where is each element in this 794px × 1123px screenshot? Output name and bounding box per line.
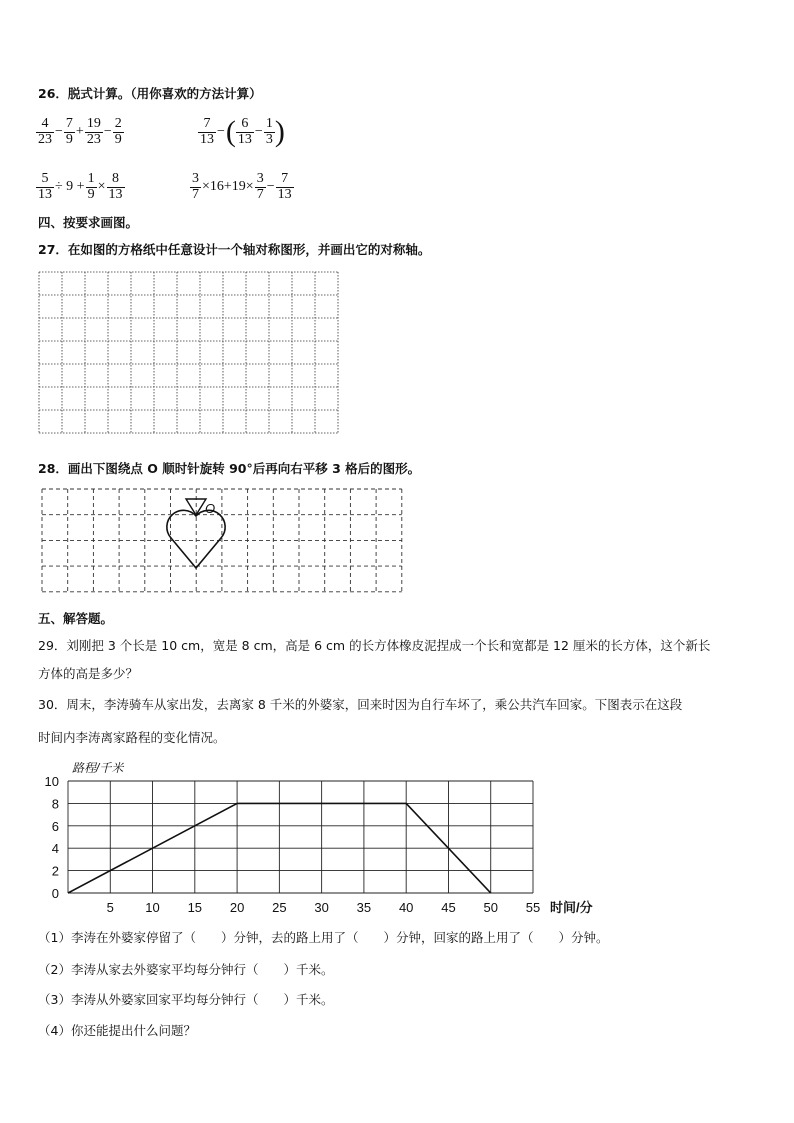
y-tick-label: 0 xyxy=(51,886,59,901)
x-tick-label: 40 xyxy=(398,900,414,915)
x-tick-label: 55 xyxy=(525,900,541,915)
fraction: $\frac{8}{13}$ xyxy=(108,171,123,202)
q30-sub-3: （3）李涛从外婆家回家平均每分钟行（ ）千米。 xyxy=(38,992,334,1007)
q26-expression-3: $\frac{5}{13}$ ÷ 9 + $\frac{1}{9}$ × $\frac{8}{13}$ xyxy=(38,171,123,202)
x-tick-label: 10 xyxy=(145,900,160,915)
q30-sub-2: （2）李涛从家去外婆家平均每分钟行（ ）千米。 xyxy=(38,962,334,977)
point-o-label: O xyxy=(205,501,216,516)
q26-expression-2: $\frac{7}{13}$ − ( $\frac{6}{13}$ − $\frac{1}{3}$ ) xyxy=(200,115,285,149)
q28-title: 28．画出下图绕点 O 顺时针旋转 90°后再向右平移 3 格后的图形。 xyxy=(38,461,421,476)
distance-time-chart xyxy=(30,755,620,917)
y-tick-label: 6 xyxy=(51,818,59,834)
y-axis-label: 路程/千米 xyxy=(72,761,124,775)
section-4-heading: 四、按要求画图。 xyxy=(38,215,139,230)
x-tick-label: 20 xyxy=(229,900,245,915)
y-tick-label: 8 xyxy=(51,796,59,812)
y-tick-label: 10 xyxy=(44,774,59,789)
q30-sub-4: （4）你还能提出什么问题？ xyxy=(38,1023,196,1038)
fraction: $\frac{2}{9}$ xyxy=(114,116,122,147)
q28-grid-paper[interactable] xyxy=(40,487,404,597)
fraction: $\frac{4}{23}$ xyxy=(38,116,52,147)
q30-sub-1: （1）李涛在外婆家停留了（ ）分钟，去的路上用了（ ）分钟，回家的路上用了（ ）分钟。 xyxy=(38,930,609,945)
x-tick-label: 50 xyxy=(483,900,498,915)
x-tick-label: 35 xyxy=(356,900,372,915)
y-tick-label: 2 xyxy=(51,863,59,879)
q29-line-1: 29．刘刚把 3 个长是 10 cm，宽是 8 cm，高是 6 cm 的长方体橡皮泥捏成一个长和宽都是 12 厘米的长方体，这个新长 xyxy=(38,638,711,653)
fraction: $\frac{5}{13}$ xyxy=(38,171,52,202)
fraction: $\frac{7}{13}$ xyxy=(200,116,214,147)
fraction: $\frac{3}{7}$ xyxy=(256,171,264,202)
left-paren: ( xyxy=(225,115,236,149)
fraction: $\frac{7}{9}$ xyxy=(65,116,73,147)
x-tick-label: 45 xyxy=(441,900,456,915)
x-tick-label: 5 xyxy=(106,900,114,915)
y-tick-label: 4 xyxy=(51,841,59,857)
fraction: $\frac{3}{7}$ xyxy=(192,171,199,202)
section-5-heading: 五、解答题。 xyxy=(38,611,114,626)
x-axis-label: 时间/分 xyxy=(550,900,593,915)
x-tick-label: 25 xyxy=(272,900,287,915)
fraction: $\frac{6}{13}$ xyxy=(237,116,252,147)
q27-title: 27．在如图的方格纸中任意设计一个轴对称图形，并画出它的对称轴。 xyxy=(38,242,431,257)
q26-title: 26．脱式计算。（用你喜欢的方法计算） xyxy=(38,86,262,101)
fraction: $\frac{19}{23}$ xyxy=(86,116,101,147)
q26-expression-1: $\frac{4}{23}$ − $\frac{7}{9}$ + $\frac{19}{23}$ − $\frac{2}{9}$ xyxy=(38,116,122,147)
fraction: $\frac{1}{9}$ xyxy=(87,171,95,202)
x-tick-label: 15 xyxy=(187,900,203,915)
q29-line-2: 方体的高是多少？ xyxy=(38,666,139,681)
fraction: $\frac{7}{13}$ xyxy=(277,171,292,202)
x-tick-label: 30 xyxy=(314,900,329,915)
fraction: $\frac{1}{3}$ xyxy=(265,116,273,147)
q30-line-1: 30．周末，李涛骑车从家出发，去离家 8 千米的外婆家，回来时因为自行车坏了，乘公共汽车回家。下图表示在这段 xyxy=(38,697,683,712)
q26-expression-4: $\frac{3}{7}$ ×16+19× $\frac{3}{7}$ − $\frac{7}{13}$ xyxy=(192,171,292,202)
q30-line-2: 时间内李涛离家路程的变化情况。 xyxy=(38,730,226,745)
right-paren: ) xyxy=(274,115,285,149)
q27-grid-paper[interactable] xyxy=(38,270,340,440)
